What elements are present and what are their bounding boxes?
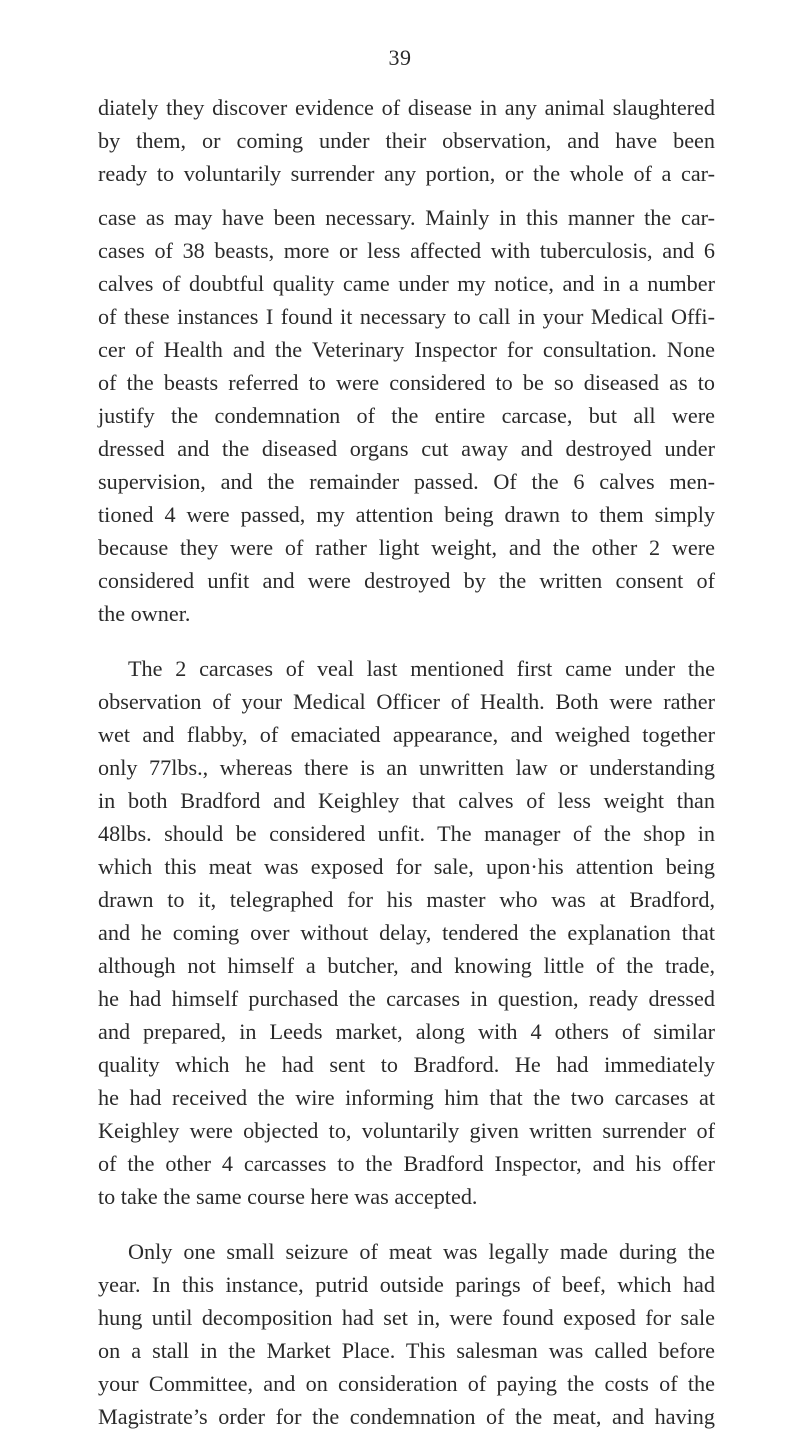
text-line: your Committee, and on consideration of paying the costs of the	[98, 1371, 715, 1396]
text-line: he had received the wire informing him that the two carcases at	[98, 1085, 715, 1110]
text-line: Keighley were objected to, voluntarily given written surrender of	[98, 1118, 715, 1143]
text-line: ready to voluntarily surrender any portion, or the whole of a car-	[98, 161, 715, 186]
body-text	[98, 91, 715, 1433]
text-line: of these instances I found it necessary to call in your Medical Offi-	[98, 304, 715, 329]
text-line: by them, or coming under their observation, and have been	[98, 128, 715, 153]
text-line: in both Bradford and Keighley that calves of less weight than	[98, 788, 715, 813]
text-line: supervision, and the remainder passed. Of the 6 calves men-	[98, 469, 715, 494]
text-line: which this meat was exposed for sale, upon·his attention being	[98, 854, 715, 879]
text-line: and he coming over without delay, tendered the explanation that	[98, 920, 715, 945]
text-line: to take the same course here was accepted.	[98, 1184, 478, 1209]
text-line: on a stall in the Market Place. This salesman was called before	[98, 1338, 715, 1363]
text-line: considered unfit and were destroyed by the written consent of	[98, 568, 715, 593]
paragraph-3	[98, 1235, 715, 1433]
text-line: Magistrate’s order for the condemnation of the meat, and having	[98, 1404, 715, 1429]
text-line: cer of Health and the Veterinary Inspector for consultation. None	[98, 337, 715, 362]
text-line: justify the condemnation of the entire carcase, but all were	[98, 403, 715, 428]
text-line: Only one small seizure of meat was legally made during the	[128, 1239, 715, 1264]
paragraph-1	[98, 91, 715, 630]
text-line: of the other 4 carcasses to the Bradford Inspector, and his offer	[98, 1151, 715, 1176]
text-line: the owner.	[98, 601, 191, 626]
text-line: calves of doubtful quality came under my notice, and in a number	[98, 271, 715, 296]
text-line: observation of your Medical Officer of Health. Both were rather	[98, 689, 715, 714]
text-line: year. In this instance, putrid outside parings of beef, which had	[98, 1272, 715, 1297]
text-line: because they were of rather light weight, and the other 2 were	[98, 535, 715, 560]
text-line: although not himself a butcher, and knowing little of the trade,	[98, 953, 715, 978]
text-line: cases of 38 beasts, more or less affected with tuberculosis, and 6	[98, 238, 715, 263]
text-line: diately they discover evidence of disease in any animal slaughtered	[98, 95, 715, 120]
text-line: hung until decomposition had set in, were found exposed for sale	[98, 1305, 715, 1330]
text-line: The 2 carcases of veal last mentioned first came under the	[128, 656, 715, 681]
text-line: and prepared, in Leeds market, along with 4 others of similar	[98, 1019, 715, 1044]
text-line: tioned 4 were passed, my attention being drawn to them simply	[98, 502, 715, 527]
text-line: 48lbs. should be considered unfit. The manager of the shop in	[98, 821, 715, 846]
paragraph-2	[98, 652, 715, 1213]
text-line: dressed and the diseased organs cut away and destroyed under	[98, 436, 715, 461]
text-line: of the beasts referred to were considered to be so diseased as to	[98, 370, 715, 395]
text-line: he had himself purchased the carcases in question, ready dressed	[98, 986, 715, 1011]
text-line: drawn to it, telegraphed for his master who was at Bradford,	[98, 887, 715, 912]
text-line: only 77lbs., whereas there is an unwritten law or understanding	[98, 755, 715, 780]
text-line: quality which he had sent to Bradford. He had immediately	[98, 1052, 715, 1077]
text-line: wet and flabby, of emaciated appearance, and weighed together	[98, 722, 715, 747]
page-number: 39	[388, 45, 412, 70]
text-line: case as may have been necessary. Mainly in this manner the car-	[98, 205, 715, 230]
